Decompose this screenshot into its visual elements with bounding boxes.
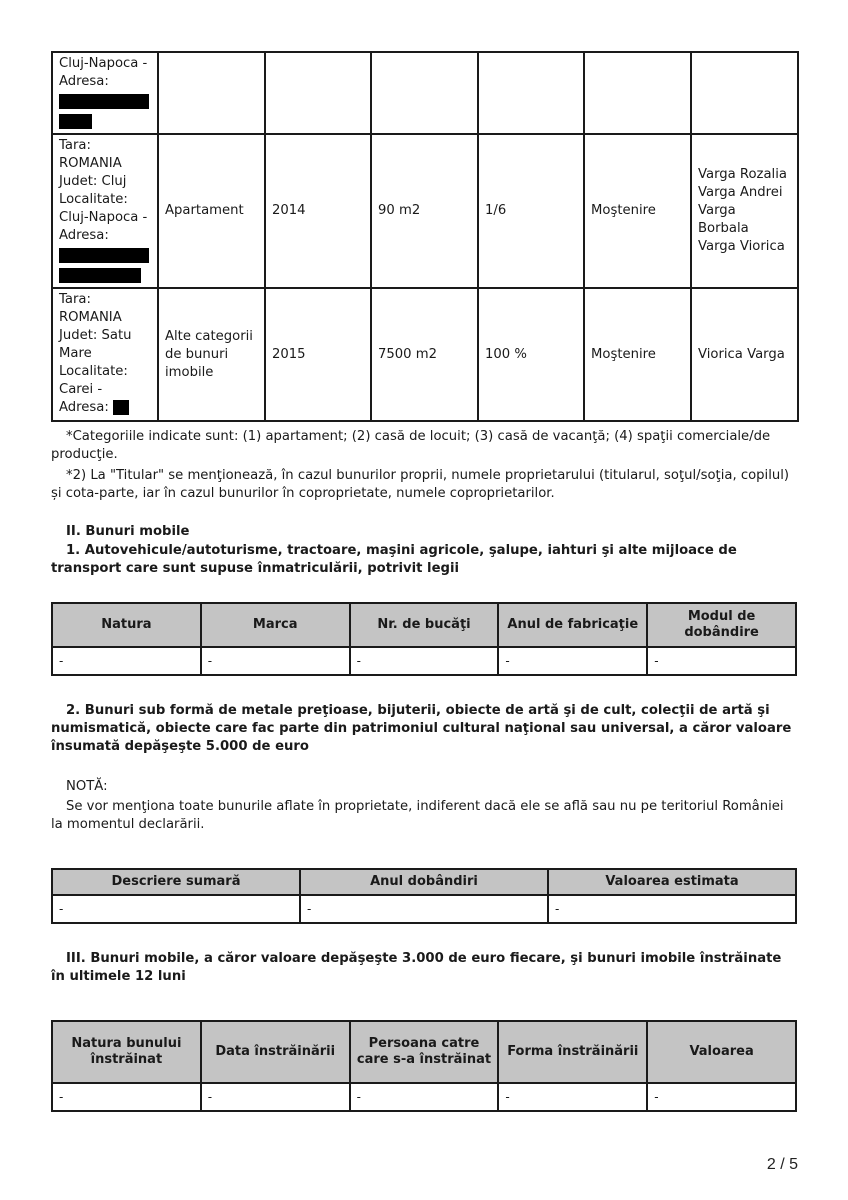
- address-line: Cluj-Napoca -: [59, 56, 148, 71]
- column-header: Descriere sumară: [52, 869, 300, 895]
- subsection-title: 2. Bunuri sub formă de metale preţioase, bijuterii, obiecte de artă şi de cult, colecţii de artă şi numismatică, obiecte care fac parte din patrimoniul cultural naţional sau universal, a căror valoare însumată depăşeşte 5.000 de euro: [51, 703, 792, 754]
- holders-cell: [691, 52, 798, 134]
- address-line: Mare: [59, 346, 92, 361]
- column-header: Persoana catre care s-a înstrăinat: [350, 1021, 499, 1083]
- column-header: Forma înstrăinării: [498, 1021, 647, 1083]
- redaction-block: [113, 400, 129, 415]
- column-header: Marca: [201, 603, 350, 647]
- redaction-block: [59, 94, 149, 109]
- subsection-title: 1. Autovehicule/autoturisme, tractoare, maşini agricole, şalupe, iahturi şi alte mijloace de transport care sunt supuse înmatriculării, potrivit legii: [51, 543, 737, 576]
- address-cell: [52, 134, 158, 288]
- holders-cell: [691, 134, 798, 288]
- address-line: Adresa:: [59, 74, 109, 89]
- address-line: Localitate:: [59, 192, 128, 207]
- acquisition-cell: Moştenire: [584, 134, 691, 288]
- address-line: Adresa:: [59, 228, 109, 243]
- table-cell: -: [647, 647, 796, 675]
- nota-label: NOTĂ:: [66, 779, 108, 794]
- table-header-row: [52, 869, 796, 895]
- year-cell: 2014: [265, 134, 371, 288]
- address-line: Tara:: [59, 292, 91, 307]
- column-header: Modul de dobândire: [647, 603, 796, 647]
- table-cell: -: [300, 895, 548, 923]
- year-cell: [265, 52, 371, 134]
- holder-name: Varga Andrei: [698, 185, 783, 200]
- category-cell: Apartament: [158, 134, 265, 288]
- share-cell: 1/6: [478, 134, 584, 288]
- column-header: Anul de fabricaţie: [498, 603, 647, 647]
- acquisition-cell: [584, 52, 691, 134]
- table-cell: -: [201, 647, 350, 675]
- table-cell: -: [52, 1083, 201, 1111]
- table-cell: -: [350, 647, 499, 675]
- address-line: Cluj-Napoca -: [59, 210, 148, 225]
- page-indicator: 2 / 5: [766, 1156, 798, 1173]
- share-cell: 100 %: [478, 288, 584, 421]
- holders-cell: Viorica Varga: [691, 288, 798, 421]
- holder-name: Varga Rozalia: [698, 167, 787, 182]
- acquisition-cell: Moştenire: [584, 288, 691, 421]
- column-header: Valoarea: [647, 1021, 796, 1083]
- categories-note: *Categoriile indicate sunt: (1) apartament; (2) casă de locuit; (3) casă de vacanţă; (4) spaţii comerciale/de producţie.: [51, 429, 771, 462]
- section-heading: III. Bunuri mobile, a căror valoare depăşeşte 3.000 de euro fiecare, şi bunuri imobile înstrăinate în ultimele 12 luni: [51, 951, 782, 984]
- table-cell: -: [498, 1083, 647, 1111]
- table-row: [52, 895, 796, 923]
- table-header-row: [52, 1021, 796, 1083]
- table-header-row: [52, 603, 796, 647]
- category-cell: Alte categorii de bunuri imobile: [158, 288, 265, 421]
- holder-name: Varga Viorica: [698, 239, 785, 254]
- column-header: Natura bunului înstrăinat: [52, 1021, 201, 1083]
- table-row: [52, 288, 798, 421]
- redaction-block: [59, 248, 149, 263]
- section-heading: II. Bunuri mobile: [66, 524, 190, 539]
- titular-note: *2) La "Titular" se menţionează, în cazul bunurilor proprii, numele proprietarului (titularul, soţul/soţia, copilul) și cota-parte, iar în cazul bunurilor în coproprietate, numele coproprietarilor.: [51, 468, 790, 501]
- address-line: Localitate:: [59, 364, 128, 379]
- address-line: Tara:: [59, 138, 91, 153]
- redaction-block: [59, 114, 92, 129]
- table-cell: -: [498, 647, 647, 675]
- document-page: [51, 51, 797, 1112]
- table-cell: -: [647, 1083, 796, 1111]
- table-row: [52, 647, 796, 675]
- address-line: Judet: Satu: [59, 328, 132, 343]
- area-cell: [371, 52, 478, 134]
- category-cell: [158, 52, 265, 134]
- column-header: Data înstrăinării: [201, 1021, 350, 1083]
- table-row: [52, 1083, 796, 1111]
- table-cell: -: [52, 647, 201, 675]
- alienated-goods-table: [51, 1020, 797, 1112]
- redaction-block: [59, 268, 141, 283]
- column-header: Nr. de bucăţi: [350, 603, 499, 647]
- address-cell: [52, 288, 158, 421]
- address-line: Carei -: [59, 382, 103, 397]
- vehicles-table: [51, 602, 797, 676]
- address-line: ROMANIA: [59, 310, 122, 325]
- table-row: [52, 52, 798, 134]
- holder-name: Varga: [698, 203, 736, 218]
- table-cell: -: [350, 1083, 499, 1111]
- address-line: ROMANIA: [59, 156, 122, 171]
- valuables-table: [51, 868, 797, 924]
- area-cell: 90 m2: [371, 134, 478, 288]
- address-line: Adresa:: [59, 400, 109, 415]
- table-cell: -: [52, 895, 300, 923]
- column-header: Anul dobândiri: [300, 869, 548, 895]
- year-cell: 2015: [265, 288, 371, 421]
- address-cell: [52, 52, 158, 134]
- column-header: Natura: [52, 603, 201, 647]
- nota-text: Se vor menţiona toate bunurile aflate în proprietate, indiferent dacă ele se află sau nu pe teritoriul României la momentul declarării.: [51, 799, 784, 832]
- area-cell: 7500 m2: [371, 288, 478, 421]
- share-cell: [478, 52, 584, 134]
- table-row: [52, 134, 798, 288]
- real-estate-table: [51, 51, 799, 422]
- table-cell: -: [201, 1083, 350, 1111]
- column-header: Valoarea estimata: [548, 869, 796, 895]
- holder-name: Borbala: [698, 221, 749, 236]
- address-line: Judet: Cluj: [59, 174, 127, 189]
- table-cell: -: [548, 895, 796, 923]
